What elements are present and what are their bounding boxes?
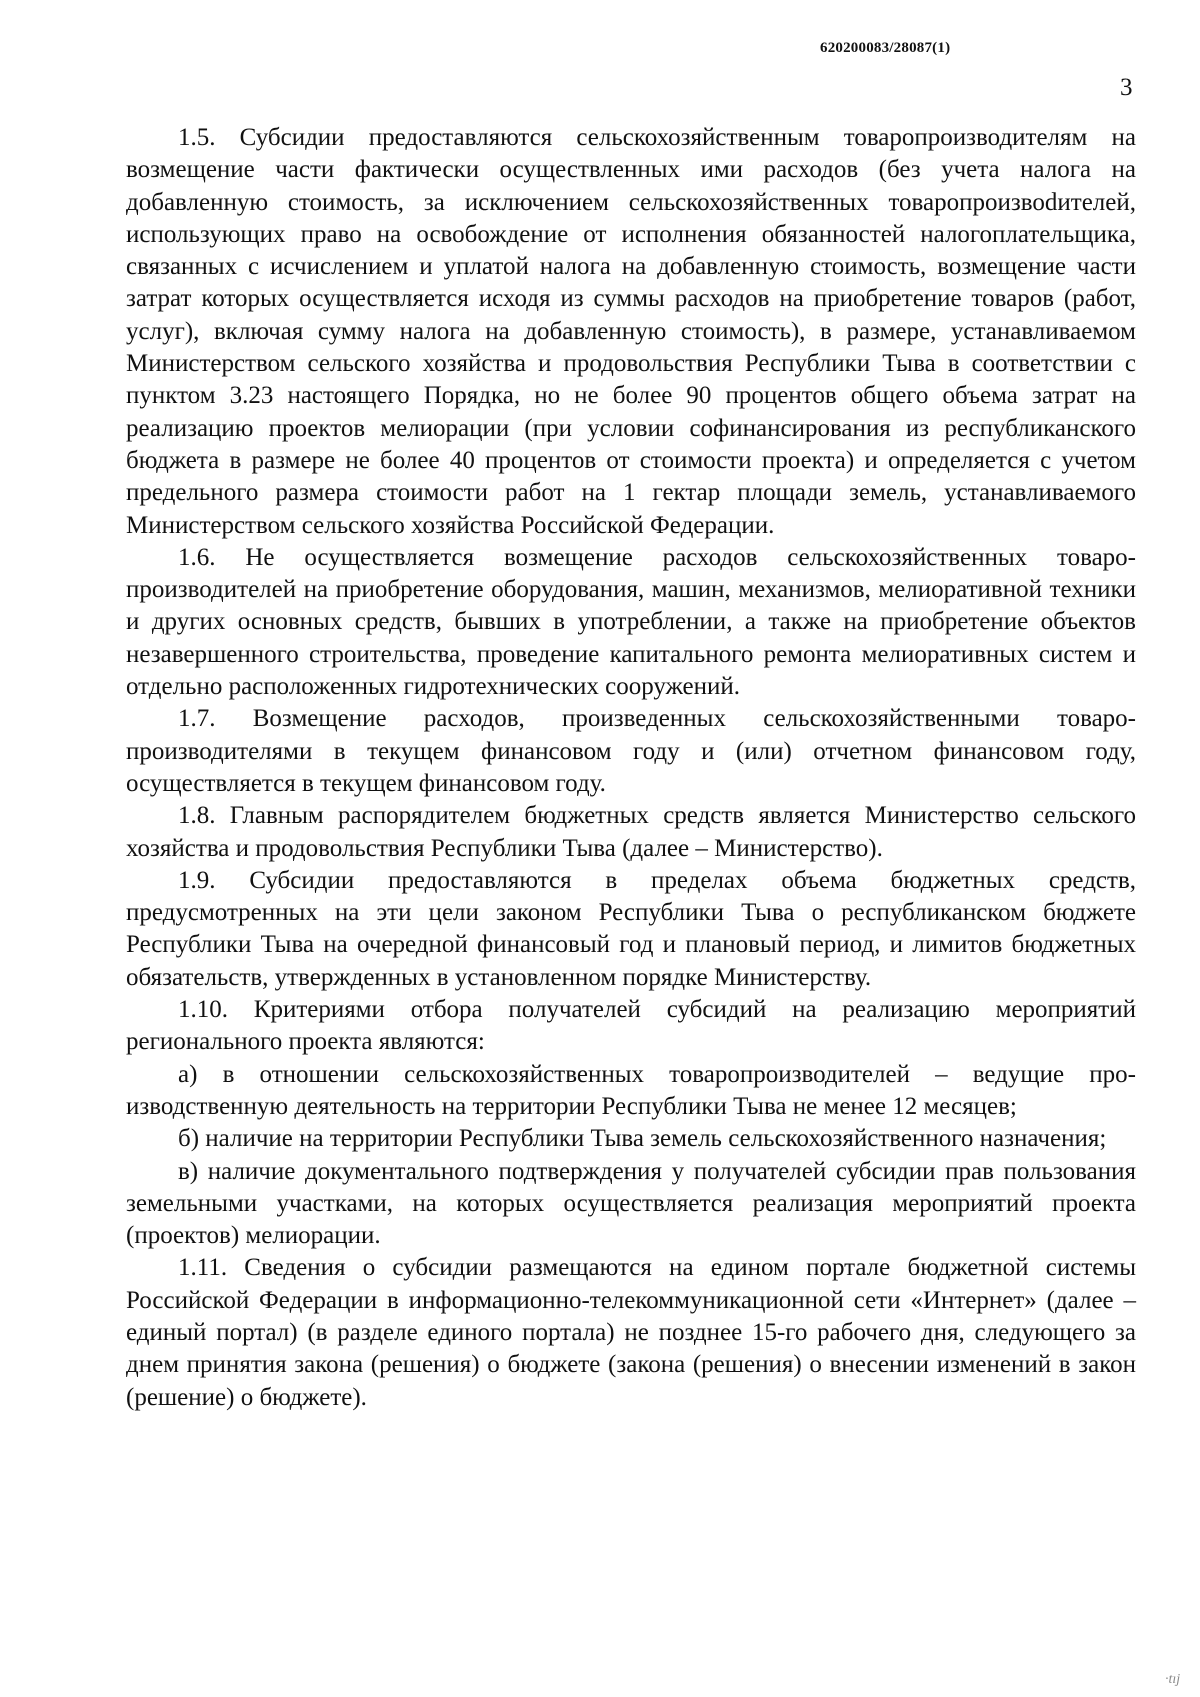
paragraph-1-9: 1.9. Субсидии предоставляются в пределах объема бюджетных средств, предусмотренных на эти цели законом Республики Тыва о республиканском бюджете Республики Тыва на очередной финансовый год и плановый период, и лимитов бюджетных обязательств, утвержденных в установленном порядке Министерству.: [126, 866, 1136, 991]
paragraph-1-8: 1.8. Главным распорядителем бюджетных средств является Министерство сельского хозяйства и продовольствия Республики Тыва (далее – Министерство).: [126, 802, 1136, 862]
document-body: [126, 122, 1136, 1414]
document-id: 620200083/28087(1): [820, 40, 951, 56]
paragraph-1-7: 1.7. Возмещение расходов, произведенных сельскохозяйственными товаропроизводителями в текущем финансовом году и (или) отчетном финансовом году, осуществляется в текущем финансовом году.: [126, 705, 1136, 797]
paragraph-1-11: 1.11. Сведения о субсидии размещаются на едином портале бюджетной системы Российской Федерации в информационно-телекоммуникационной сети «Интернет» (далее – единый портал) (в разделе единого портала) не позднее 15-го рабочего дня, следующего за днем принятия закона (решения) о бюджете (закона (решения) о внесении изменений в закон (решение) о бюджете).: [126, 1254, 1136, 1411]
paragraph-1-10: 1.10. Критериями отбора получателей субсидий на реализацию мероприятий регионального проекта являются:: [126, 996, 1136, 1056]
paragraph-1-6: 1.6. Не осуществляется возмещение расходов сельскохозяйственных товаропроизводителей на приобретение оборудования, машин, механизмов, мелиоративной техники и других основных средств, бывших в употреблении, а также на приобретение объектов незавершенного строительства, проведение капитального ремонта мелиоративных систем и отдельно расположенных гидротехнических сооружений.: [126, 543, 1136, 701]
corner-mark: ·tıj: [1165, 1672, 1181, 1687]
criterion-b: б) наличие на территории Республики Тыва земель сельскохозяйственного назначения;: [178, 1125, 1107, 1153]
criterion-c: в) наличие документального подтверждения у получателей субсидии прав пользования земельными участками, на которых осуществляется реализация мероприятий проекта (проектов) мелиорации.: [126, 1157, 1136, 1250]
page-number: 3: [1120, 74, 1133, 101]
criterion-a: а) в отношении сельскохозяйственных товаропроизводителей – ведущие производственную деятельность на территории Республики Тыва не менее 12 месяцев;: [126, 1060, 1136, 1120]
paragraph-1-5: 1.5. Субсидии предоставляются сельскохозяйственным товаропроизводителям на возмещение части фактически осуществленных ими расходов (без учета налога на добавленную стоимость, за исключением сельскохозяйственных товаропроизвоdителей, использующих право на освобождение от исполнения обязанностей налогоплательщика, связанных с исчислением и уплатой налога на добавленную стоимость, возмещение части затрат которых осуществляется исходя из суммы расходов на приобретение товаров (работ, услуг), включая сумму налога на добавленную стоимость), в размере, устанавливаемом Министерством сельского хозяйства и продовольствия Республики Тыва в соответствии с пунктом 3.23 настоящего Порядка, но не более 90 процентов общего объема затрат на реализацию проектов мелиорации (при условии софинансирования из республиканского бюджета в размере не более 40 процентов от стоимости проекта) и определяется с учетом предельного размера стоимости работ на 1 гектар площади земель, устанавливаемого Министерством сельского хозяйства Российской Федерации.: [126, 124, 1136, 539]
